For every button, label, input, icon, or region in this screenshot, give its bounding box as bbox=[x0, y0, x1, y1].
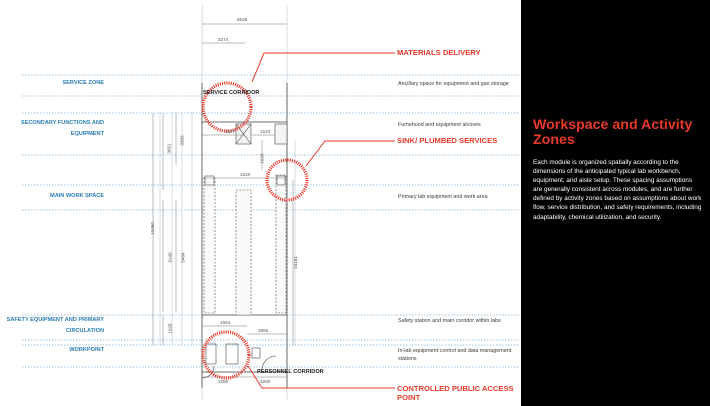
dim-bench-gap: 1510 bbox=[240, 172, 251, 177]
sink-unit bbox=[277, 176, 285, 185]
zone-desc-secondary: Fumehood and equipment alcoves bbox=[398, 122, 481, 128]
dim-work-c: 10181 bbox=[292, 256, 298, 269]
zone-label-main-work: MAIN WORK SPACE bbox=[50, 193, 104, 199]
panel-body: Each module is organized spatially according to the dimensions of the anticipated typical lab workbench, equipment, and aisle setup. These spacing assumptions are generally consistent across modules, and are further defined by activity zones based on assumptions about work flow, service distribution, and safety requirements, including adaptability, chemical utilization, and security. bbox=[533, 159, 702, 221]
dim-vertical-c: 1520 bbox=[259, 153, 265, 164]
bench bbox=[204, 178, 215, 313]
dim-service-depth: 3274 bbox=[218, 37, 229, 42]
dim-alcove-a: 1827 bbox=[225, 129, 236, 134]
zone-desc-service: Ancillary space for equipment and gas storage bbox=[398, 81, 509, 87]
dim-work-b: 5484 bbox=[180, 252, 186, 263]
callout-sink-plumbed: SINK/ PLUMBED SERVICES bbox=[397, 136, 498, 145]
zone-label-workpoint: WORKPOINT bbox=[69, 347, 104, 353]
dim-overall-width: 6548 bbox=[237, 17, 248, 22]
callout-controlled-access: CONTROLLED PUBLIC ACCESS POINT bbox=[397, 384, 514, 402]
bench bbox=[276, 175, 286, 313]
dim-bottom-a: 3350 bbox=[218, 379, 229, 384]
callout-materials-delivery: MATERIALS DELIVERY bbox=[397, 48, 481, 57]
materials-delivery-leader bbox=[252, 53, 395, 82]
dim-safety-b: 2965 bbox=[258, 328, 269, 333]
dim-safety-a: 1664 bbox=[220, 320, 231, 325]
sink-unit bbox=[205, 176, 214, 185]
callout-leaders bbox=[248, 53, 395, 388]
zone-desc-workpoint: In-lab equipment control and data management stations bbox=[398, 348, 512, 362]
door-swing bbox=[262, 356, 276, 370]
zone-label-secondary: SECONDARY FUNCTIONS AND EQUIPMENT bbox=[20, 120, 104, 137]
zone-label-safety: SAFETY EQUIPMENT AND PRIMARY CIRCULATION bbox=[6, 317, 104, 334]
zone-label-service: SERVICE ZONE bbox=[62, 80, 104, 86]
workpoint-desk bbox=[252, 348, 260, 358]
panel-title: Workspace and Activity Zones bbox=[533, 117, 693, 148]
bench bbox=[236, 190, 251, 315]
dim-alcove-b: 1523 bbox=[260, 129, 271, 134]
dim-vertical-b: 3393 bbox=[179, 135, 185, 146]
sink-services-leader bbox=[306, 141, 395, 166]
dim-total-depth: 13450 bbox=[149, 222, 155, 235]
zone-desc-safety: Safety station and main corridor within labs bbox=[398, 318, 501, 324]
zone-desc-main-work: Primary lab equipment and work area bbox=[398, 194, 488, 200]
structural-grid bbox=[160, 5, 295, 400]
workpoint-desk bbox=[206, 344, 216, 364]
dim-work-a: 9140 bbox=[167, 252, 173, 263]
dim-safety-depth: 1628 bbox=[167, 323, 173, 334]
personnel-corridor-label: PERSONNEL CORRIDOR bbox=[257, 369, 324, 375]
service-corridor-label: SERVICE CORRIDOR bbox=[203, 90, 260, 96]
fumehood-alcove bbox=[275, 124, 287, 144]
fume-hood-alcoves bbox=[236, 124, 287, 144]
dim-bottom-b: 3250 bbox=[260, 379, 271, 384]
workpoint-desk bbox=[226, 344, 238, 364]
dim-vertical-a: 3651 bbox=[166, 143, 172, 154]
